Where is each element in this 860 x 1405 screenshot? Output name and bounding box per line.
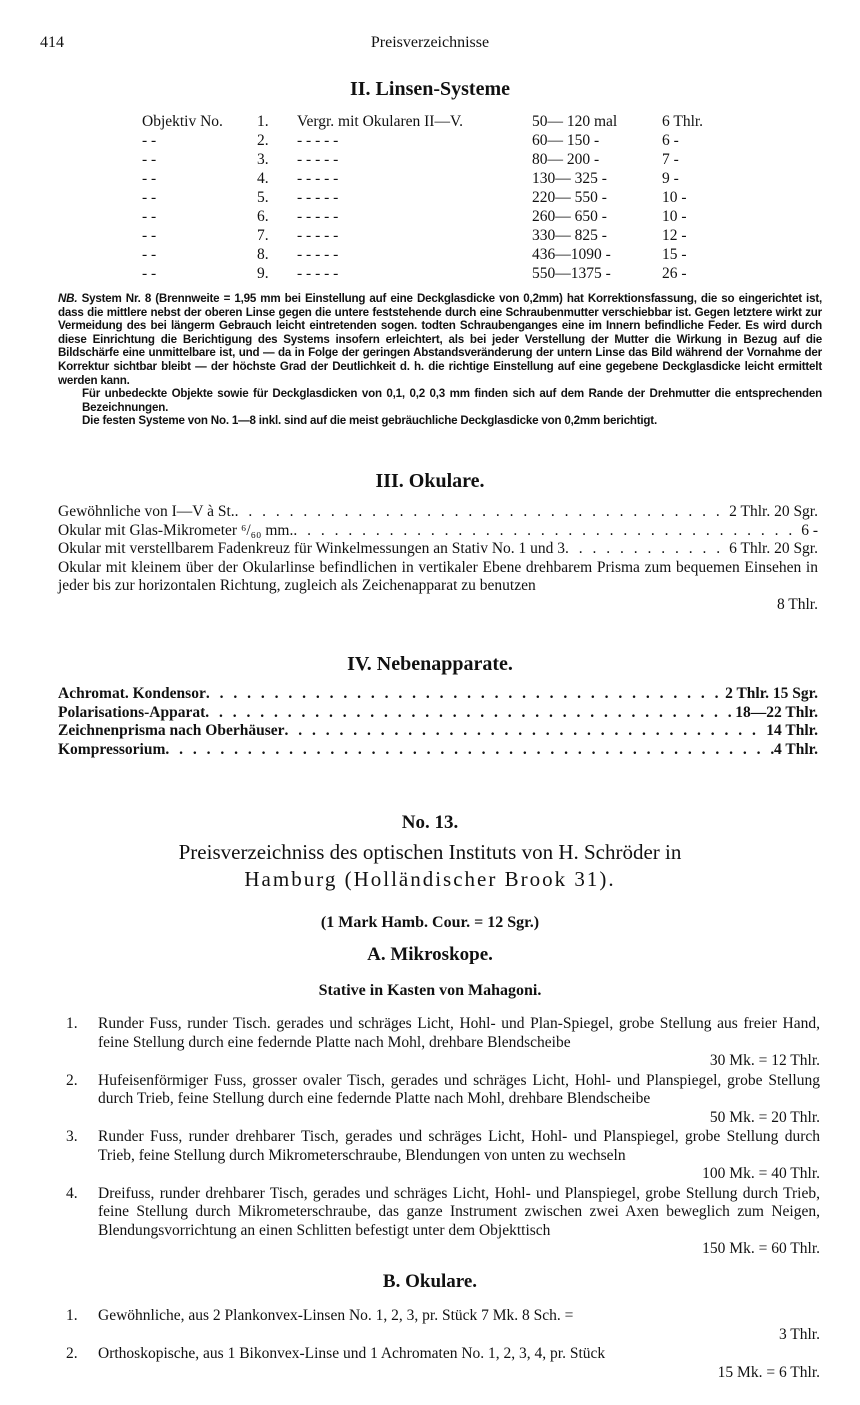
numbered-item (58, 1128, 820, 1184)
table-cell: 7 - (662, 151, 679, 168)
item-number: 1. (66, 1307, 78, 1324)
table-cell: - - - - - (297, 170, 339, 187)
numbered-item (58, 1307, 820, 1344)
table-cell: - - (142, 208, 157, 225)
page-number: 414 (40, 34, 64, 51)
list-item (58, 741, 818, 760)
list-item-price: 6 - (801, 521, 818, 539)
item-price: 15 Mk. = 6 Thlr. (717, 1363, 820, 1381)
list-item (58, 722, 818, 741)
table-cell: 1. (257, 113, 269, 130)
list-item (58, 704, 818, 723)
table-cell: - - - - - (297, 246, 339, 263)
table-cell: 8. (257, 246, 269, 263)
currency-note: (1 Mark Hamb. Cour. = 12 Sgr.) (320, 914, 540, 931)
table-cell: 2. (257, 132, 269, 149)
list-item-price: 2 Thlr. 15 Sgr. (725, 685, 818, 702)
list-item-price: 4 Thlr. (774, 740, 818, 758)
table-cell: 15 - (662, 246, 687, 263)
item-text: Orthoskopische, aus 1 Bikonvex-Linse und 1 Achromaten No. 1, 2, 3, 4, pr. Stück (98, 1345, 606, 1362)
list-item (58, 559, 818, 615)
list-item-text: Kompressorium (58, 740, 166, 758)
list-item-text: Okular mit Glas-Mikrometer ⁶/₆₀ mm. (58, 521, 294, 539)
catalog-title-2: Hamburg (Holländischer Brook 31). (244, 867, 616, 891)
item-number: 3. (66, 1128, 78, 1145)
table-cell: - - (142, 170, 157, 187)
item-text: Runder Fuss, runder drehbarer Tisch, gerades und schräges Licht, Hohl- und Planspiegel, grobe Stellung durch Trieb, feine Stellung durch Mikrometerschraube, Blendungen von unten zu wechseln (98, 1128, 820, 1164)
table-cell: - - (142, 227, 157, 244)
table-cell: 3. (257, 151, 269, 168)
table-cell: 9. (257, 265, 269, 282)
list-item-block (58, 559, 818, 615)
stative-subtitle: Stative in Kasten von Mahagoni. (318, 982, 542, 999)
item-body (98, 1015, 820, 1071)
list-item-text: Okular mit kleinem über der Okularlinse befindlichen in vertikaler Ebene drehbarem Prisma zum bequemen Einsehen in jeder bis zur horizontalen Richtung, zugleich als Zeichenapparat zu benutzen (58, 558, 818, 594)
table-cell: Vergr. mit Okularen II—V. (297, 113, 464, 130)
section-title-nebenapparate: IV. Nebenapparate. (347, 653, 513, 675)
table-cell: 7. (257, 227, 269, 244)
table-cell: 6 Thlr. (662, 113, 704, 130)
section-title-okulare: III. Okulare. (375, 470, 485, 492)
list-item-price: 8 Thlr. (776, 595, 818, 613)
item-number: 1. (66, 1015, 78, 1032)
table-cell: 6. (257, 208, 269, 225)
list-item-text: Gewöhnliche von I—V à St. (58, 503, 235, 520)
list-item (58, 540, 818, 559)
item-body (98, 1128, 820, 1184)
item-price: 100 Mk. = 40 Thlr. (702, 1165, 820, 1182)
nb-text: System Nr. 8 (Brennweite = 1,95 mm bei Einstellung auf eine Deckglasdicke von 0,2mm) hat Korrektionsfassung, die so eingerichtet ist, dass die mittlere nebst der oberen Linse gegen die untere feststehende durch eine Schraubenmutter verschiebbar ist. Gegen letztere wirkt zur Vermeidung des bei längerm Gebrauch leicht eintretenden sogen. todten Schraubenganges eine im Innern befindliche Feder. Es wird durch diese Einrichtung die Berichtigung des Systems insofern erleichtert, als bei jeder Verstellung der Mutter die Wirkung in Bezug auf die Bildschärfe eine unmittelbare ist, und — da in Folge der geringen Abstandsveränderung der untern Linse das Bild während der Vornahme der Korrektur sichtbar bleibt — der höchste Grad der Deutlichkeit d. h. die richtige Einstellung auf eine gegebene Deckglasdicke leicht ermittelt werden kann. (58, 292, 823, 387)
item-text: Gewöhnliche, aus 2 Plankonvex-Linsen No. 1, 2, 3, pr. Stück 7 Mk. 8 Sch. = (98, 1307, 574, 1324)
leader-dots (165, 741, 774, 760)
numbered-item (58, 1015, 820, 1071)
list-item-price: 14 Thlr. (766, 722, 818, 739)
nebenapparate-list (58, 685, 818, 759)
leader-dots (565, 540, 729, 559)
numbered-item (58, 1185, 820, 1259)
nb-text-3: Die festen Systeme von No. 1—8 inkl. sind auf die meist gebräuchliche Deckglasdicke von 0,2mm berichtigt. (82, 414, 657, 428)
running-title: Preisverzeichnisse (370, 34, 490, 51)
item-text: Runder Fuss, runder Tisch. gerades und schräges Licht, Hohl- und Plan-Spiegel, grobe Stellung aus freier Hand, feine Stellung durch eine federnde Platte nach Mohl, drehbare Blendscheibe (98, 1015, 820, 1051)
table-cell: - - (142, 246, 157, 263)
list-item-text: Polarisations-Apparat (58, 703, 206, 721)
item-text: Hufeisenförmiger Fuss, grosser ovaler Tisch, gerades und schräges Licht, Hohl- und Planspiegel, grobe Stellung durch Trieb, feine Stellung durch eine federnde Platte nach Mohl, drehbare Blendscheibe (98, 1071, 820, 1107)
table-cell: - - (142, 189, 157, 206)
table-cell: - - - - - (297, 265, 339, 282)
list-item-text: Achromat. Kondensor (58, 685, 206, 702)
section-a-title: A. Mikroskope. (367, 944, 493, 965)
leader-dots (205, 704, 735, 723)
item-number: 2. (66, 1071, 78, 1089)
list-item-text: Okular mit verstellbarem Fadenkreuz für Winkelmessungen an Stativ No. 1 und 3 (58, 540, 566, 557)
item-number: 4. (66, 1184, 78, 1202)
item-text: Dreifuss, runder drehbarer Tisch, gerades und schräges Licht, Hohl- und Planspiegel, grobe Stellung durch Trieb, feine Stellung durch Mikrometerschraube, das ganze Instrument zwischen zwei Axen beweglich zum Neigen, Blendungsvorrichtung an einen Schlitten befestigt unter dem Objekttisch (98, 1184, 820, 1239)
item-body (98, 1307, 820, 1344)
item-price: 3 Thlr. (778, 1325, 820, 1343)
table-cell: - - - - - (297, 132, 339, 149)
list-item-price: 18—22 Thlr. (735, 703, 818, 721)
table-cell: 5. (257, 189, 269, 206)
document-page: 414 Preisverzeichnisse II. Linsen-Systeme Objektiv No. 1. Vergr. mit Okularen II—V. 50— 120 mal 6 Thlr. - - 2. - - - - - 60— 150 - 6 - - - 3. - - - - - 80— 200 - 7 - - - 4. - - - - - 130— 325 - 9 - - - 5. - - - - - 220— 550 - 10 - - - 6. - - - - - 260— 650 - 10 - - - 7. - - - - - 330— 825 - 12 - - - 8. - - - - - 436—1090 - 15 - - - 9. - - - - - 550—1375 - 26 - NB. System Nr. 8 (Brennweite = 1,95 mm bei Einstellung auf eine Deckglasdicke von 0,2mm) hat Korrektionsfassung, die so eingerichtet ist, dass die mittlere nebst der oberen Linse gegen die untere feststehende durch eine Schraubenmutter verschiebbar ist. Gegen letztere wirkt zur Vermeidung des bei längerm Gebrauch leicht eintretenden sogen. todten Schraubenganges eine im Innern befindliche Feder. Es wird durch diese Einrichtung die Berichtigung des Systems insofern erleichtert, als bei jeder Verstellung der Mutter die Wirkung in Bezug auf die Bildschärfe eine unmittelbare ist, und — da in Folge der geringen Abstandsveränderung der untern Linse das Bild während der Vornahme der Korrektur sichtbar bleibt — der höchste Grad der Deutlichkeit d. h. die richtige Einstellung auf eine gegebene Deckglasdicke leicht ermittelt werden kann. Für unbedeckte Objekte sowie für Deckglasdicken von 0,1, 0,2 0,3 mm finden sich auf dem Rande der Drehmutter die entsprechenden Bezeichnungen. Die festen Systeme von No. 1—8 inkl. sind auf die meist gebräuchliche Deckglasdicke von 0,2mm berichtigt. III. Okulare. Gewöhnliche von I—V à St. . . . 2 Thlr. 20 Sgr. Okular mit Glas-Mikrometer ⁶/₆₀ mm. . . . 6 - Okular mit verstellbarem Fadenkreuz für Winkelmessungen an Stativ No. 1 und 3 . . . 6 Thlr. 20 Sgr. Okular mit kleinem über der Okularlinse befindlichen in vertikaler Ebene drehbarem Prisma zum bequemen Einsehen in jeder bis zur horizontalen Richtung, zugleich als Zeichenapparat zu benutzen 8 Thlr. IV. Nebenapparate. Achromat. Kondensor . . . 2 Thlr. 15 Sgr. Polarisations-Apparat . . . 18—22 Thlr. Zeichnenprisma nach Oberhäuser . . . 14 Thlr. Kompressorium . . . 4 Thlr. No. 13. Preisverzeichniss des optischen Instituts von H. Schröder in Hamburg (Holländischer Brook 31). (1 Mark Hamb. Cour. = 12 Sgr.) A. Mikroskope. Stative in Kasten von Mahagoni. 1. Runder Fuss, runder Tisch. gerades und schräges Licht, Hohl- und Plan-Spiegel, grobe Stellung aus freier Hand, feine Stellung durch eine federnde Platte nach Mohl, drehbare Blendscheibe 30 Mk. = 12 Thlr. 2. Hufeisenförmiger Fuss, grosser ovaler Tisch, gerades und schräges Licht, Hohl- und Planspiegel, grobe Stellung durch Trieb, feine Stellung durch eine federnde Platte nach Mohl, drehbare Blendscheibe 50 Mk. = 20 Thlr. 3. Runder Fuss, runder drehbarer Tisch, gerades und schräges Licht, Hohl- und Planspiegel, grobe Stellung durch Trieb, feine Stellung durch Mikrometerschraube, Blendungen von unten zu wechseln 100 Mk. = 40 Thlr. 4. Dreifuss, runder drehbarer Tisch, gerades und schräges Licht, Hohl- und Planspiegel, grobe Stellung durch Trieb, feine Stellung durch Mikrometerschraube, das ganze Instrument zwischen zwei Axen beweglich zum Neigen, Blendungsvorrichtung an einen Schlitten befestigt unter dem Objekttisch 150 Mk. = 60 Thlr. B. Okulare. 1. Gewöhnliche, aus 2 Plankonvex-Linsen No. 1, 2, 3, pr. Stück 7 Mk. 8 Sch. = 3 Thlr. 2. Orthoskopische, aus 1 Bikonvex-Linse und 1 Achromaten No. 1, 2, 3, 4, pr. Stück 15 Mk. = 6 Thlr. (0, 0, 860, 1405)
nb-label: NB. (58, 292, 78, 305)
list-item-price: 6 Thlr. 20 Sgr. (729, 540, 818, 557)
item-body (98, 1345, 820, 1382)
item-price: 30 Mk. = 12 Thlr. (709, 1052, 820, 1069)
nb-text-2: Für unbedeckte Objekte sowie für Deckglasdicken von 0,1, 0,2 0,3 mm finden sich auf dem Rande der Drehmutter die entsprechenden Bezeichnungen. (82, 387, 822, 414)
section-b-title: B. Okulare. (382, 1271, 478, 1292)
table-cell: 10 - (662, 208, 687, 225)
numbered-item (58, 1345, 820, 1382)
list-item-text: Zeichnenprisma nach Oberhäuser (58, 722, 285, 739)
table-cell: - - (142, 151, 157, 168)
leader-dots (235, 503, 729, 522)
table-cell: - - - - - (297, 227, 339, 244)
list-item (58, 685, 818, 704)
section-title-linsen: II. Linsen-Systeme (349, 78, 510, 100)
item-body (98, 1072, 820, 1128)
leader-dots (293, 522, 801, 541)
table-cell: - - - - - (297, 151, 339, 168)
table-cell: 12 - (662, 227, 687, 244)
list-item (58, 503, 818, 522)
item-number: 2. (66, 1345, 78, 1362)
catalog-number: No. 13. (401, 812, 459, 833)
table-cell: - - (142, 265, 157, 282)
table-cell: - - - - - (297, 189, 339, 206)
table-cell: Objektiv No. (142, 113, 223, 130)
table-cell: 10 - (662, 189, 687, 206)
table-cell: 6 - (662, 132, 679, 149)
list-item-price: 2 Thlr. 20 Sgr. (729, 503, 818, 520)
item-body (98, 1185, 820, 1259)
list-item (58, 522, 818, 541)
leader-dots (206, 685, 725, 704)
okulare-list (58, 503, 818, 614)
table-cell: - - - - - (297, 208, 339, 225)
okulare-b-list (58, 1307, 820, 1383)
mikroskope-list (58, 1015, 820, 1260)
table-cell: - - (142, 132, 157, 149)
numbered-item (58, 1072, 820, 1128)
catalog-title-1: Preisverzeichniss des optischen Instituts von H. Schröder in (178, 840, 682, 864)
table-cell: 4. (257, 170, 269, 187)
nb-note (58, 292, 822, 428)
table-cell: 9 - (662, 170, 679, 187)
item-price: 50 Mk. = 20 Thlr. (709, 1108, 820, 1126)
item-price: 150 Mk. = 60 Thlr. (702, 1240, 820, 1257)
leader-dots (284, 722, 766, 741)
table-cell: 26 - (662, 265, 687, 282)
